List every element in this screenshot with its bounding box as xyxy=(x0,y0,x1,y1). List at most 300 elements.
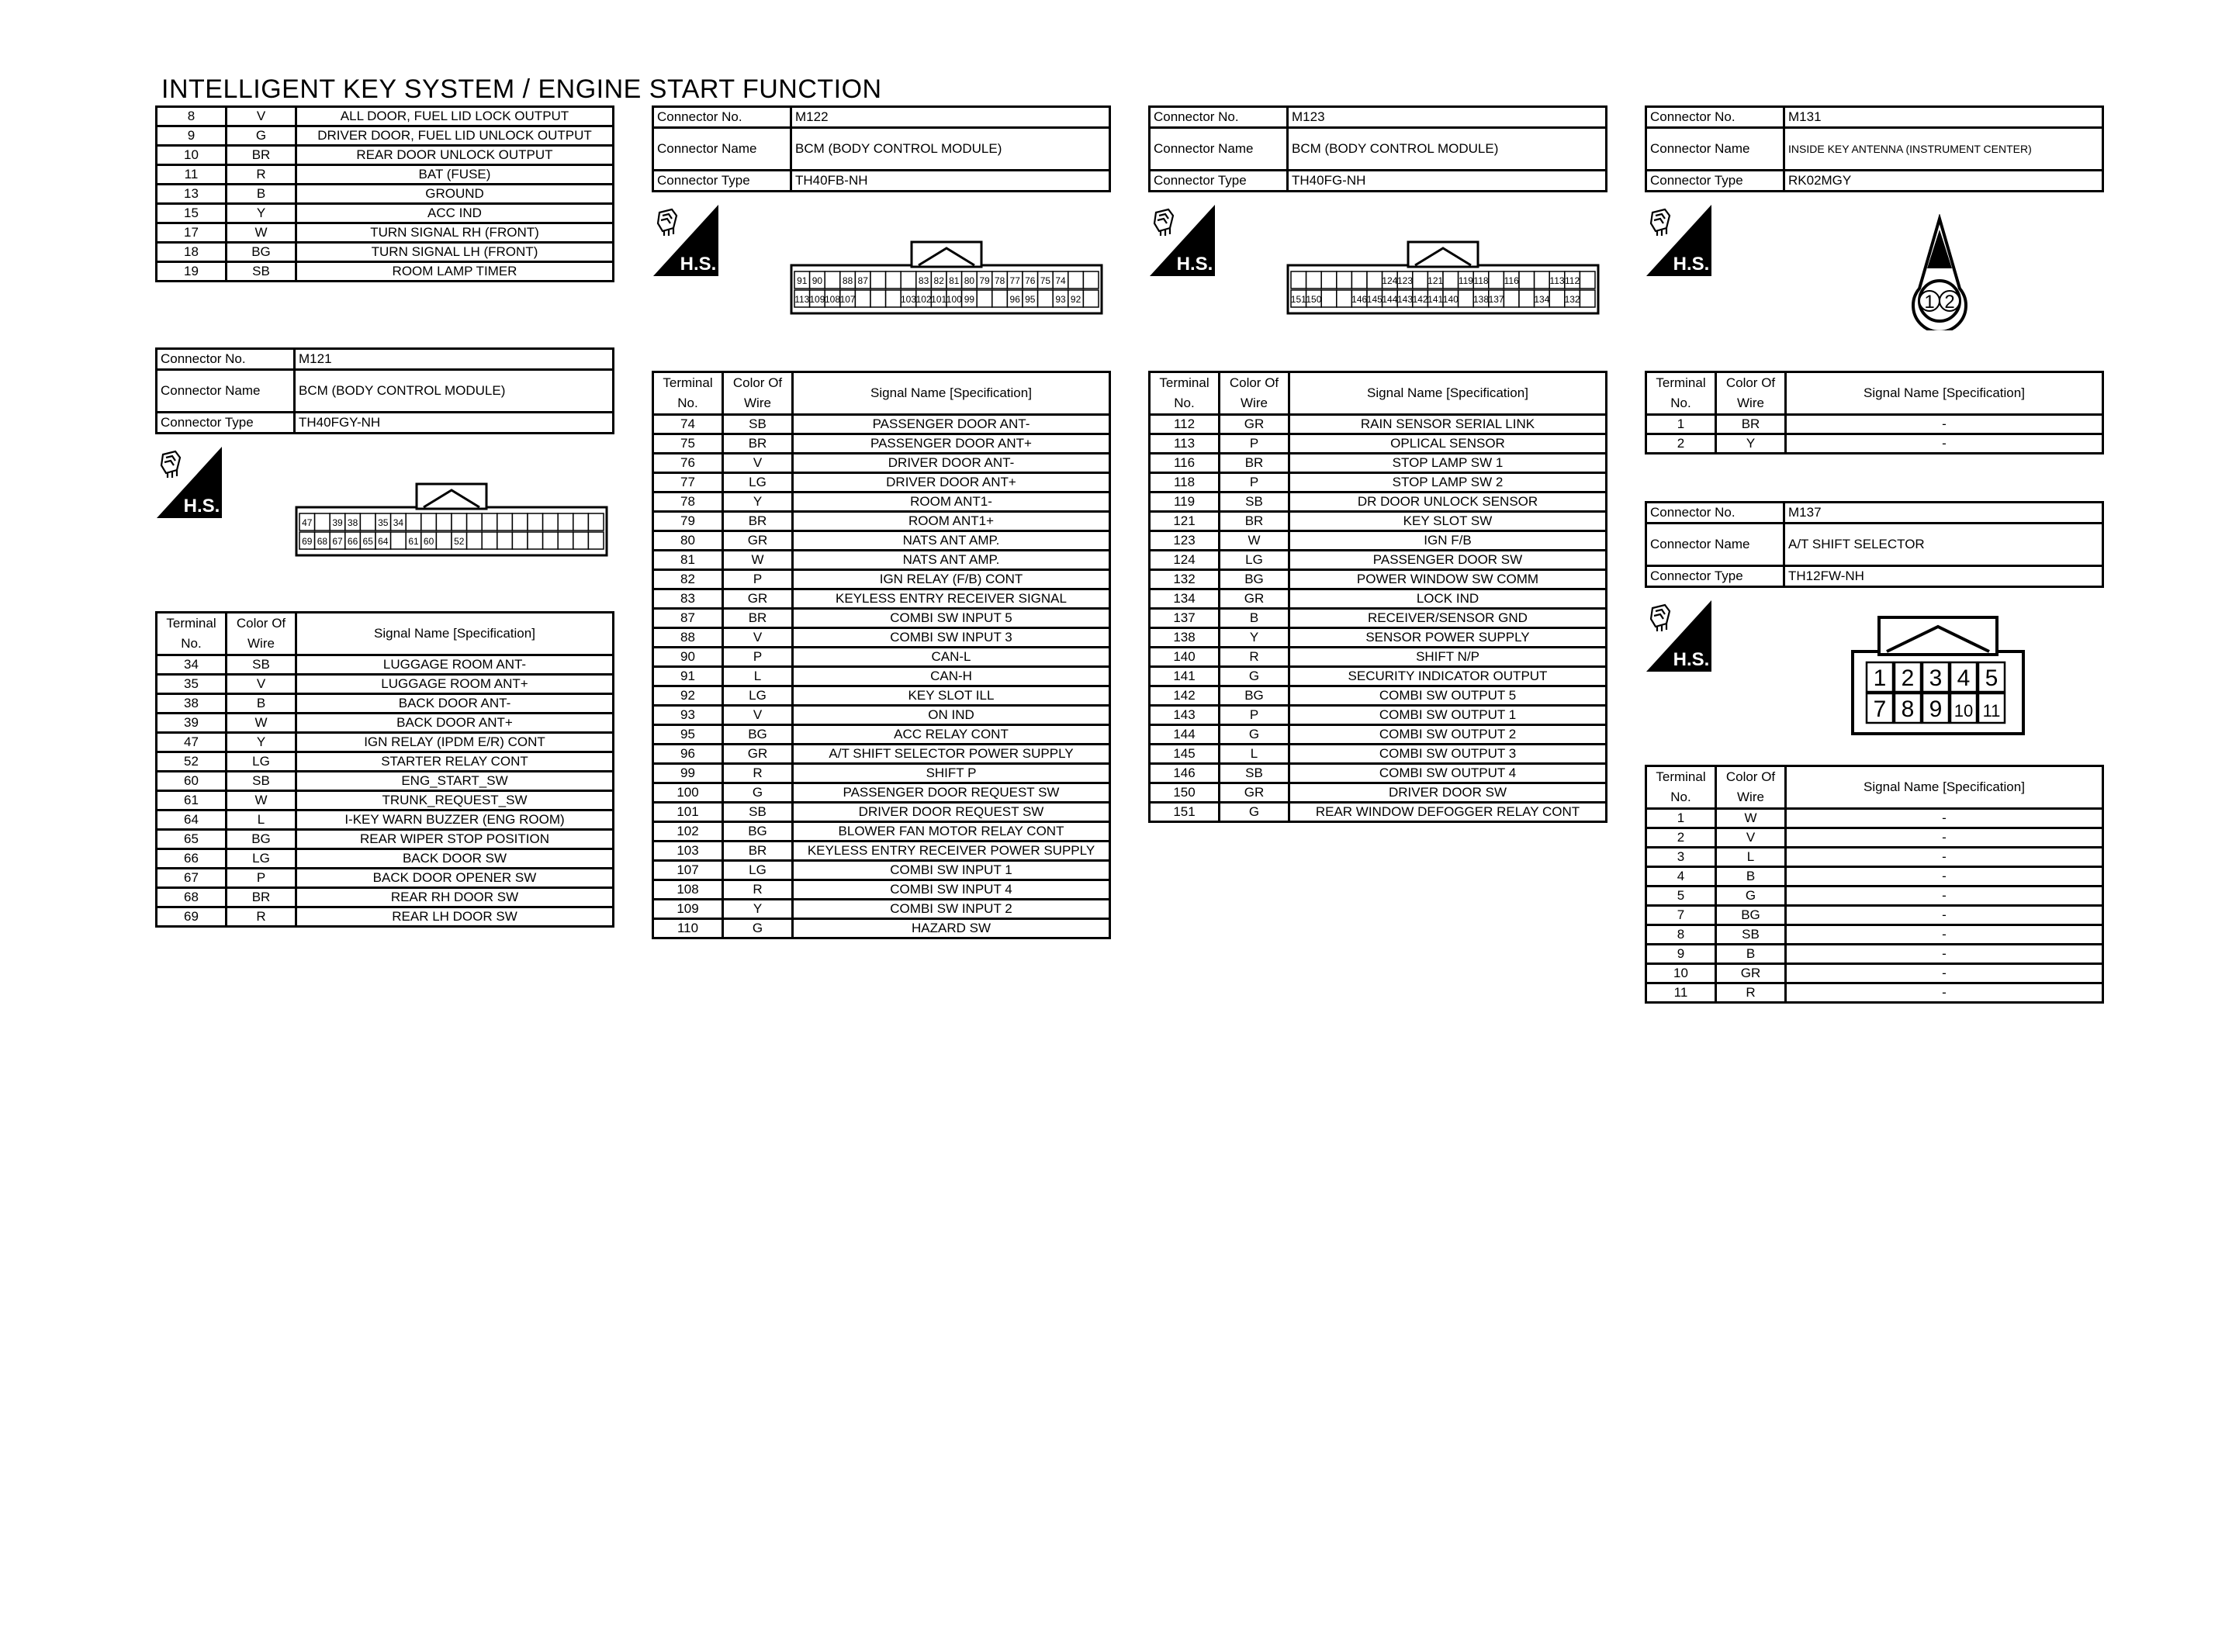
signal-name-cell: HAZARD SW xyxy=(793,919,1110,938)
connector-pin xyxy=(1068,290,1084,307)
signal-name-cell: - xyxy=(1786,964,2103,983)
color-of-wire-header xyxy=(227,613,296,655)
hs-label: H.S. xyxy=(680,254,717,275)
terminal-no-cell: 10 xyxy=(157,146,227,165)
connector-pin xyxy=(992,290,1008,307)
signal-name-cell: BACK DOOR OPENER SW xyxy=(296,869,614,888)
table-row xyxy=(653,589,1110,609)
table-header-row xyxy=(1646,372,2103,415)
connector-pin-label: 90 xyxy=(812,275,823,286)
terminal-no-header-line: Terminal xyxy=(663,375,713,390)
connector-pin xyxy=(1337,290,1352,307)
connector-pin-label: 5 xyxy=(1985,665,1998,691)
connector-pin xyxy=(855,271,870,289)
connector-pin-label: 9 xyxy=(1929,696,1943,722)
connector-pin-label: 143 xyxy=(1396,294,1414,305)
connector-pin-label: 77 xyxy=(1009,275,1020,286)
connector-pin xyxy=(1895,662,1921,692)
connector-pin-label: 151 xyxy=(1290,294,1306,305)
terminal-no-cell: 7 xyxy=(1646,906,1716,925)
connector-pin xyxy=(1367,290,1383,307)
connector-diagram-m123 xyxy=(1285,239,1603,316)
color-of-wire-header-line: Wire xyxy=(1737,396,1764,410)
signal-name-cell: DRIVER DOOR ANT- xyxy=(793,454,1110,473)
connector-pin xyxy=(375,532,391,549)
wire-color-cell: BG xyxy=(723,725,793,745)
connector-pin xyxy=(1427,290,1443,307)
terminal-no-header xyxy=(157,613,227,655)
table-row xyxy=(1150,434,1607,454)
connector-pin xyxy=(1549,290,1565,307)
connector-pin xyxy=(1489,290,1504,307)
connector-pin-label: 67 xyxy=(332,536,343,547)
connector-name-label: Connector Name xyxy=(1646,128,1784,171)
signal-name-cell: COMBI SW OUTPUT 1 xyxy=(1289,706,1607,725)
wire-color-cell: W xyxy=(227,714,296,733)
signal-name-cell: - xyxy=(1786,434,2103,454)
connector-pin xyxy=(1978,662,2005,692)
table-row xyxy=(157,752,614,772)
table-row xyxy=(1646,906,2103,925)
connector-pin-label: 121 xyxy=(1427,275,1444,286)
signal-name-cell: OPLICAL SENSOR xyxy=(1289,434,1607,454)
signal-name-cell: COMBI SW OUTPUT 3 xyxy=(1289,745,1607,764)
wire-color-cell: GR xyxy=(1220,589,1289,609)
signal-name-cell: REAR RH DOOR SW xyxy=(296,888,614,907)
terminal-no-header-line: No. xyxy=(677,396,698,410)
connector-pin-label: 145 xyxy=(1366,294,1383,305)
wire-color-cell: SB xyxy=(1716,925,1786,945)
connector-pin xyxy=(1534,290,1549,307)
connector-pin xyxy=(1459,271,1474,289)
signal-name-cell: IGN RELAY (F/B) CONT xyxy=(793,570,1110,589)
connector-pin-label: 102 xyxy=(915,294,932,305)
connector-pin xyxy=(1397,290,1413,307)
terminal-no-header xyxy=(653,372,723,415)
connector-name-value: BCM (BODY CONTROL MODULE) xyxy=(791,128,1110,171)
signal-name-cell: DR DOOR UNLOCK SENSOR xyxy=(1289,492,1607,512)
color-of-wire-header-line: Wire xyxy=(1737,790,1764,804)
table-row xyxy=(653,745,1110,764)
signal-name-cell: STOP LAMP SW 2 xyxy=(1289,473,1607,492)
connector-pin-label: 39 xyxy=(332,517,343,528)
wire-color-cell: P xyxy=(1220,434,1289,454)
signal-name-cell: ROOM ANT1- xyxy=(793,492,1110,512)
terminal-no-header-line: Terminal xyxy=(166,616,216,631)
connector-pin xyxy=(588,532,604,549)
table-row xyxy=(157,694,614,714)
wire-color-cell: B xyxy=(1220,609,1289,628)
connector-pin xyxy=(573,513,589,531)
wire-color-cell: L xyxy=(1220,745,1289,764)
connector-pin xyxy=(1367,271,1383,289)
wire-color-cell: Y xyxy=(227,733,296,752)
connector-pin-label: 134 xyxy=(1534,294,1550,305)
table-row xyxy=(1646,415,2103,434)
terminal-no-cell: 118 xyxy=(1150,473,1220,492)
terminal-no-header-line: No. xyxy=(181,636,202,651)
signal-name-cell: PASSENGER DOOR REQUEST SW xyxy=(793,783,1110,803)
wire-color-cell: BG xyxy=(1716,906,1786,925)
terminal-no-cell: 108 xyxy=(653,880,723,900)
table-row xyxy=(157,204,614,223)
table-row xyxy=(157,126,614,146)
connector-pin-label: 107 xyxy=(839,294,856,305)
connector-pin xyxy=(1038,290,1054,307)
table-row xyxy=(653,648,1110,667)
terminal-no-cell: 124 xyxy=(1150,551,1220,570)
connector-pin xyxy=(977,290,992,307)
connector-pin xyxy=(1580,290,1595,307)
wire-color-cell: BR xyxy=(723,434,793,454)
connector-no-label: Connector No. xyxy=(1646,107,1784,128)
wire-color-cell: SB xyxy=(723,803,793,822)
table-row xyxy=(157,791,614,810)
terminal-no-header-line: Terminal xyxy=(1159,375,1209,390)
connector-pin xyxy=(1895,693,1921,723)
wire-color-cell: LG xyxy=(723,686,793,706)
terminal-no-header-line: Terminal xyxy=(1656,375,1706,390)
wire-color-cell: W xyxy=(1716,809,1786,828)
connector-pin xyxy=(330,513,345,531)
table-row xyxy=(1150,512,1607,531)
connector-no-label: Connector No. xyxy=(1150,107,1288,128)
signal-name-cell: ALL DOOR, FUEL LID LOCK OUTPUT xyxy=(296,107,614,126)
table-row xyxy=(1150,667,1607,686)
wire-color-cell: P xyxy=(723,570,793,589)
connector-info-m131 xyxy=(1645,105,2104,192)
terminal-no-cell: 2 xyxy=(1646,828,1716,848)
connector-pin xyxy=(1083,290,1099,307)
table-row xyxy=(1646,434,2103,454)
table-row xyxy=(1646,848,2103,867)
table-row xyxy=(1646,867,2103,886)
table-row xyxy=(1150,725,1607,745)
table-row xyxy=(653,551,1110,570)
connector-pin-label: 88 xyxy=(842,275,853,286)
connector-pin xyxy=(1291,290,1306,307)
signal-name-cell: STOP LAMP SW 1 xyxy=(1289,454,1607,473)
signal-name-cell: PASSENGER DOOR ANT+ xyxy=(793,434,1110,454)
terminal-no-cell: 67 xyxy=(157,869,227,888)
connector-pin xyxy=(436,513,452,531)
connector-pin-label: 11 xyxy=(1982,701,2001,721)
connector-pin xyxy=(916,271,932,289)
terminal-no-cell: 17 xyxy=(157,223,227,243)
table-row xyxy=(1646,925,2103,945)
wire-color-cell: BG xyxy=(1220,570,1289,589)
wire-color-cell: B xyxy=(1716,867,1786,886)
terminal-no-cell: 9 xyxy=(1646,945,1716,964)
connector-pin-label: 60 xyxy=(423,536,434,547)
connector-pin xyxy=(916,290,932,307)
signal-name-header: Signal Name [Specification] xyxy=(296,613,614,655)
terminal-no-cell: 138 xyxy=(1150,628,1220,648)
terminal-no-cell: 4 xyxy=(1646,867,1716,886)
table-row xyxy=(157,869,614,888)
signal-name-cell: SECURITY INDICATOR OUTPUT xyxy=(1289,667,1607,686)
page-title: INTELLIGENT KEY SYSTEM / ENGINE START FUNCTION xyxy=(161,74,882,104)
connector-pin xyxy=(1443,271,1459,289)
table-row xyxy=(653,783,1110,803)
terminal-no-cell: 76 xyxy=(653,454,723,473)
wire-color-cell: BR xyxy=(723,842,793,861)
table-row xyxy=(653,570,1110,589)
terminal-no-cell: 69 xyxy=(157,907,227,927)
connector-name-label: Connector Name xyxy=(1646,524,1784,566)
wire-color-cell: BR xyxy=(1220,512,1289,531)
connector-pin xyxy=(931,271,946,289)
connector-pin xyxy=(1867,693,1893,723)
table-row xyxy=(157,830,614,849)
terminal-no-cell: 93 xyxy=(653,706,723,725)
terminal-no-cell: 96 xyxy=(653,745,723,764)
connector-pin-label: 103 xyxy=(900,294,917,305)
wire-color-cell: GR xyxy=(723,745,793,764)
table-row xyxy=(1646,828,2103,848)
signal-name-cell: COMBI SW OUTPUT 5 xyxy=(1289,686,1607,706)
table-row xyxy=(653,706,1110,725)
terminal-table-m123 xyxy=(1148,371,1607,823)
wire-color-cell: G xyxy=(723,919,793,938)
terminal-no-cell: 113 xyxy=(1150,434,1220,454)
connector-pin xyxy=(840,271,856,289)
signal-name-cell: IGN RELAY (IPDM E/R) CONT xyxy=(296,733,614,752)
wire-color-cell: LG xyxy=(723,473,793,492)
connector-type-label: Connector Type xyxy=(1646,566,1784,587)
connector-info-m137 xyxy=(1645,501,2104,588)
signal-name-cell: NATS ANT AMP. xyxy=(793,531,1110,551)
wire-color-cell: G xyxy=(1716,886,1786,906)
connector-pin xyxy=(794,271,810,289)
connector-pin xyxy=(528,513,543,531)
terminal-no-cell: 145 xyxy=(1150,745,1220,764)
terminal-no-cell: 65 xyxy=(157,830,227,849)
connector-pin xyxy=(482,532,497,549)
terminal-no-cell: 5 xyxy=(1646,886,1716,906)
terminal-no-cell: 100 xyxy=(653,783,723,803)
connector-pin-label: 150 xyxy=(1306,294,1322,305)
connector-pin xyxy=(360,532,375,549)
connector-pin-label: 91 xyxy=(797,275,808,286)
wire-color-cell: Y xyxy=(227,204,296,223)
terminal-no-cell: 83 xyxy=(653,589,723,609)
connector-pin xyxy=(1922,662,1949,692)
connector-pin-label: 113 xyxy=(794,294,810,305)
color-of-wire-header xyxy=(1220,372,1289,415)
terminal-no-cell: 82 xyxy=(653,570,723,589)
color-of-wire-header xyxy=(1716,766,1786,809)
table-row xyxy=(653,900,1110,919)
signal-name-cell: TURN SIGNAL RH (FRONT) xyxy=(296,223,614,243)
connector-pin-label: 116 xyxy=(1504,275,1519,286)
connector-pin xyxy=(1038,271,1054,289)
wire-color-cell: G xyxy=(1220,725,1289,745)
connector-pin xyxy=(886,271,901,289)
terminal-no-cell: 91 xyxy=(653,667,723,686)
connector-pin xyxy=(1950,662,1977,692)
connector-pin xyxy=(1068,271,1084,289)
terminal-no-cell: 137 xyxy=(1150,609,1220,628)
connector-name-label: Connector Name xyxy=(157,370,295,413)
wire-color-cell: SB xyxy=(1220,764,1289,783)
wire-color-cell: BG xyxy=(227,243,296,262)
terminal-no-cell: 68 xyxy=(157,888,227,907)
terminal-no-cell: 140 xyxy=(1150,648,1220,667)
terminal-no-cell: 109 xyxy=(653,900,723,919)
signal-name-cell: A/T SHIFT SELECTOR POWER SUPPLY xyxy=(793,745,1110,764)
connector-pin xyxy=(467,532,483,549)
table-row xyxy=(157,243,614,262)
table-row xyxy=(653,764,1110,783)
wire-color-cell: V xyxy=(1716,828,1786,848)
table-row xyxy=(157,107,614,126)
connector-pin xyxy=(1397,271,1413,289)
table-row xyxy=(1150,492,1607,512)
terminal-no-cell: 75 xyxy=(653,434,723,454)
wire-color-cell: BR xyxy=(1220,454,1289,473)
terminal-no-cell: 146 xyxy=(1150,764,1220,783)
connector-pin-label: 96 xyxy=(1009,294,1020,305)
table-row xyxy=(1646,964,2103,983)
signal-name-cell: RAIN SENSOR SERIAL LINK xyxy=(1289,415,1607,434)
connector-pin xyxy=(421,532,437,549)
connector-no-value: M121 xyxy=(295,349,614,370)
connector-pin xyxy=(1565,290,1580,307)
terminal-no-cell: 74 xyxy=(653,415,723,434)
connector-pin xyxy=(1922,693,1949,723)
terminal-no-cell: 119 xyxy=(1150,492,1220,512)
connector-pin-label: 99 xyxy=(964,294,975,305)
table-row xyxy=(1150,803,1607,822)
wire-color-cell: BR xyxy=(723,609,793,628)
table-row xyxy=(1150,686,1607,706)
wire-color-cell: BG xyxy=(227,830,296,849)
terminal-no-header-line: No. xyxy=(1670,396,1691,410)
table-row xyxy=(157,146,614,165)
table-row xyxy=(157,772,614,791)
signal-name-cell: PASSENGER DOOR SW xyxy=(1289,551,1607,570)
wire-color-cell: R xyxy=(1220,648,1289,667)
signal-name-cell: - xyxy=(1786,906,2103,925)
connector-pin xyxy=(809,290,825,307)
connector-pin xyxy=(315,532,330,549)
connector-lock xyxy=(1879,617,1997,655)
signal-name-cell: SHIFT N/P xyxy=(1289,648,1607,667)
wire-color-cell: V xyxy=(227,107,296,126)
terminal-no-cell: 11 xyxy=(157,165,227,185)
signal-name-header: Signal Name [Specification] xyxy=(1289,372,1607,415)
terminal-no-cell: 134 xyxy=(1150,589,1220,609)
signal-name-cell: - xyxy=(1786,945,2103,964)
wire-color-cell: R xyxy=(227,907,296,927)
signal-name-cell: COMBI SW INPUT 3 xyxy=(793,628,1110,648)
connector-pin xyxy=(345,532,361,549)
connector-pin xyxy=(543,513,559,531)
connector-pin xyxy=(512,513,528,531)
wire-color-cell: Y xyxy=(1220,628,1289,648)
wire-color-cell: SB xyxy=(1220,492,1289,512)
table-row xyxy=(1646,809,2103,828)
wire-color-cell: W xyxy=(227,223,296,243)
hs-label: H.S. xyxy=(1176,254,1213,275)
table-header-row xyxy=(1646,766,2103,809)
connector-pin-label: 75 xyxy=(1040,275,1051,286)
connector-no-value: M137 xyxy=(1784,503,2103,524)
signal-name-cell: DRIVER DOOR SW xyxy=(1289,783,1607,803)
wire-color-cell: Y xyxy=(1716,434,1786,454)
connector-pin xyxy=(543,532,559,549)
connector-pin xyxy=(886,290,901,307)
terminal-no-cell: 18 xyxy=(157,243,227,262)
connector-pin-label: 66 xyxy=(347,536,358,547)
terminal-no-header xyxy=(1646,372,1716,415)
connector-pin xyxy=(299,513,315,531)
wire-color-cell: GR xyxy=(1220,783,1289,803)
terminal-no-cell: 150 xyxy=(1150,783,1220,803)
terminal-no-cell: 35 xyxy=(157,675,227,694)
signal-name-cell: - xyxy=(1786,886,2103,906)
table-row xyxy=(1150,551,1607,570)
connector-pin xyxy=(1443,290,1459,307)
connector-pin xyxy=(345,513,361,531)
connector-type-value: TH40FG-NH xyxy=(1288,171,1607,192)
connector-pin-label: 124 xyxy=(1382,275,1398,286)
signal-name-cell: DRIVER DOOR ANT+ xyxy=(793,473,1110,492)
terminal-no-cell: 103 xyxy=(653,842,723,861)
connector-pin xyxy=(1504,271,1519,289)
table-row xyxy=(157,888,614,907)
wire-color-cell: BR xyxy=(723,512,793,531)
connector-pin xyxy=(330,532,345,549)
signal-name-cell: - xyxy=(1786,925,2103,945)
table-row xyxy=(1646,945,2103,964)
wire-color-cell: LG xyxy=(723,861,793,880)
connector-pin xyxy=(962,290,978,307)
table-row xyxy=(653,842,1110,861)
signal-name-cell: REAR WINDOW DEFOGGER RELAY CONT xyxy=(1289,803,1607,822)
connector-pin xyxy=(406,513,421,531)
connector-pin xyxy=(1504,290,1519,307)
table-header-row xyxy=(157,613,614,655)
signal-name-cell: KEYLESS ENTRY RECEIVER POWER SUPPLY xyxy=(793,842,1110,861)
connector-pin xyxy=(391,513,407,531)
signal-name-cell: - xyxy=(1786,809,2103,828)
connector-pin xyxy=(1321,271,1337,289)
connector-diagram-m122 xyxy=(788,239,1106,316)
terminal-no-cell: 64 xyxy=(157,810,227,830)
table-row xyxy=(157,733,614,752)
terminal-no-cell: 66 xyxy=(157,849,227,869)
wire-color-cell: P xyxy=(723,648,793,667)
table-row xyxy=(1646,886,2103,906)
table-row xyxy=(157,810,614,830)
color-of-wire-header-line: Color Of xyxy=(732,375,783,390)
signal-name-cell: BACK DOOR SW xyxy=(296,849,614,869)
wire-color-cell: L xyxy=(1716,848,1786,867)
connector-pin-label: 3 xyxy=(1929,665,1943,691)
connector-pin xyxy=(421,513,437,531)
hs-icon xyxy=(1646,205,1711,276)
connector-pin xyxy=(810,271,825,289)
wire-color-cell: W xyxy=(227,791,296,810)
connector-pin-label: 69 xyxy=(302,536,313,547)
wire-color-cell: V xyxy=(723,628,793,648)
signal-name-cell: BACK DOOR ANT- xyxy=(296,694,614,714)
signal-name-cell: KEY SLOT ILL xyxy=(793,686,1110,706)
connector-pin-label: 138 xyxy=(1472,294,1490,305)
signal-name-cell: NATS ANT AMP. xyxy=(793,551,1110,570)
